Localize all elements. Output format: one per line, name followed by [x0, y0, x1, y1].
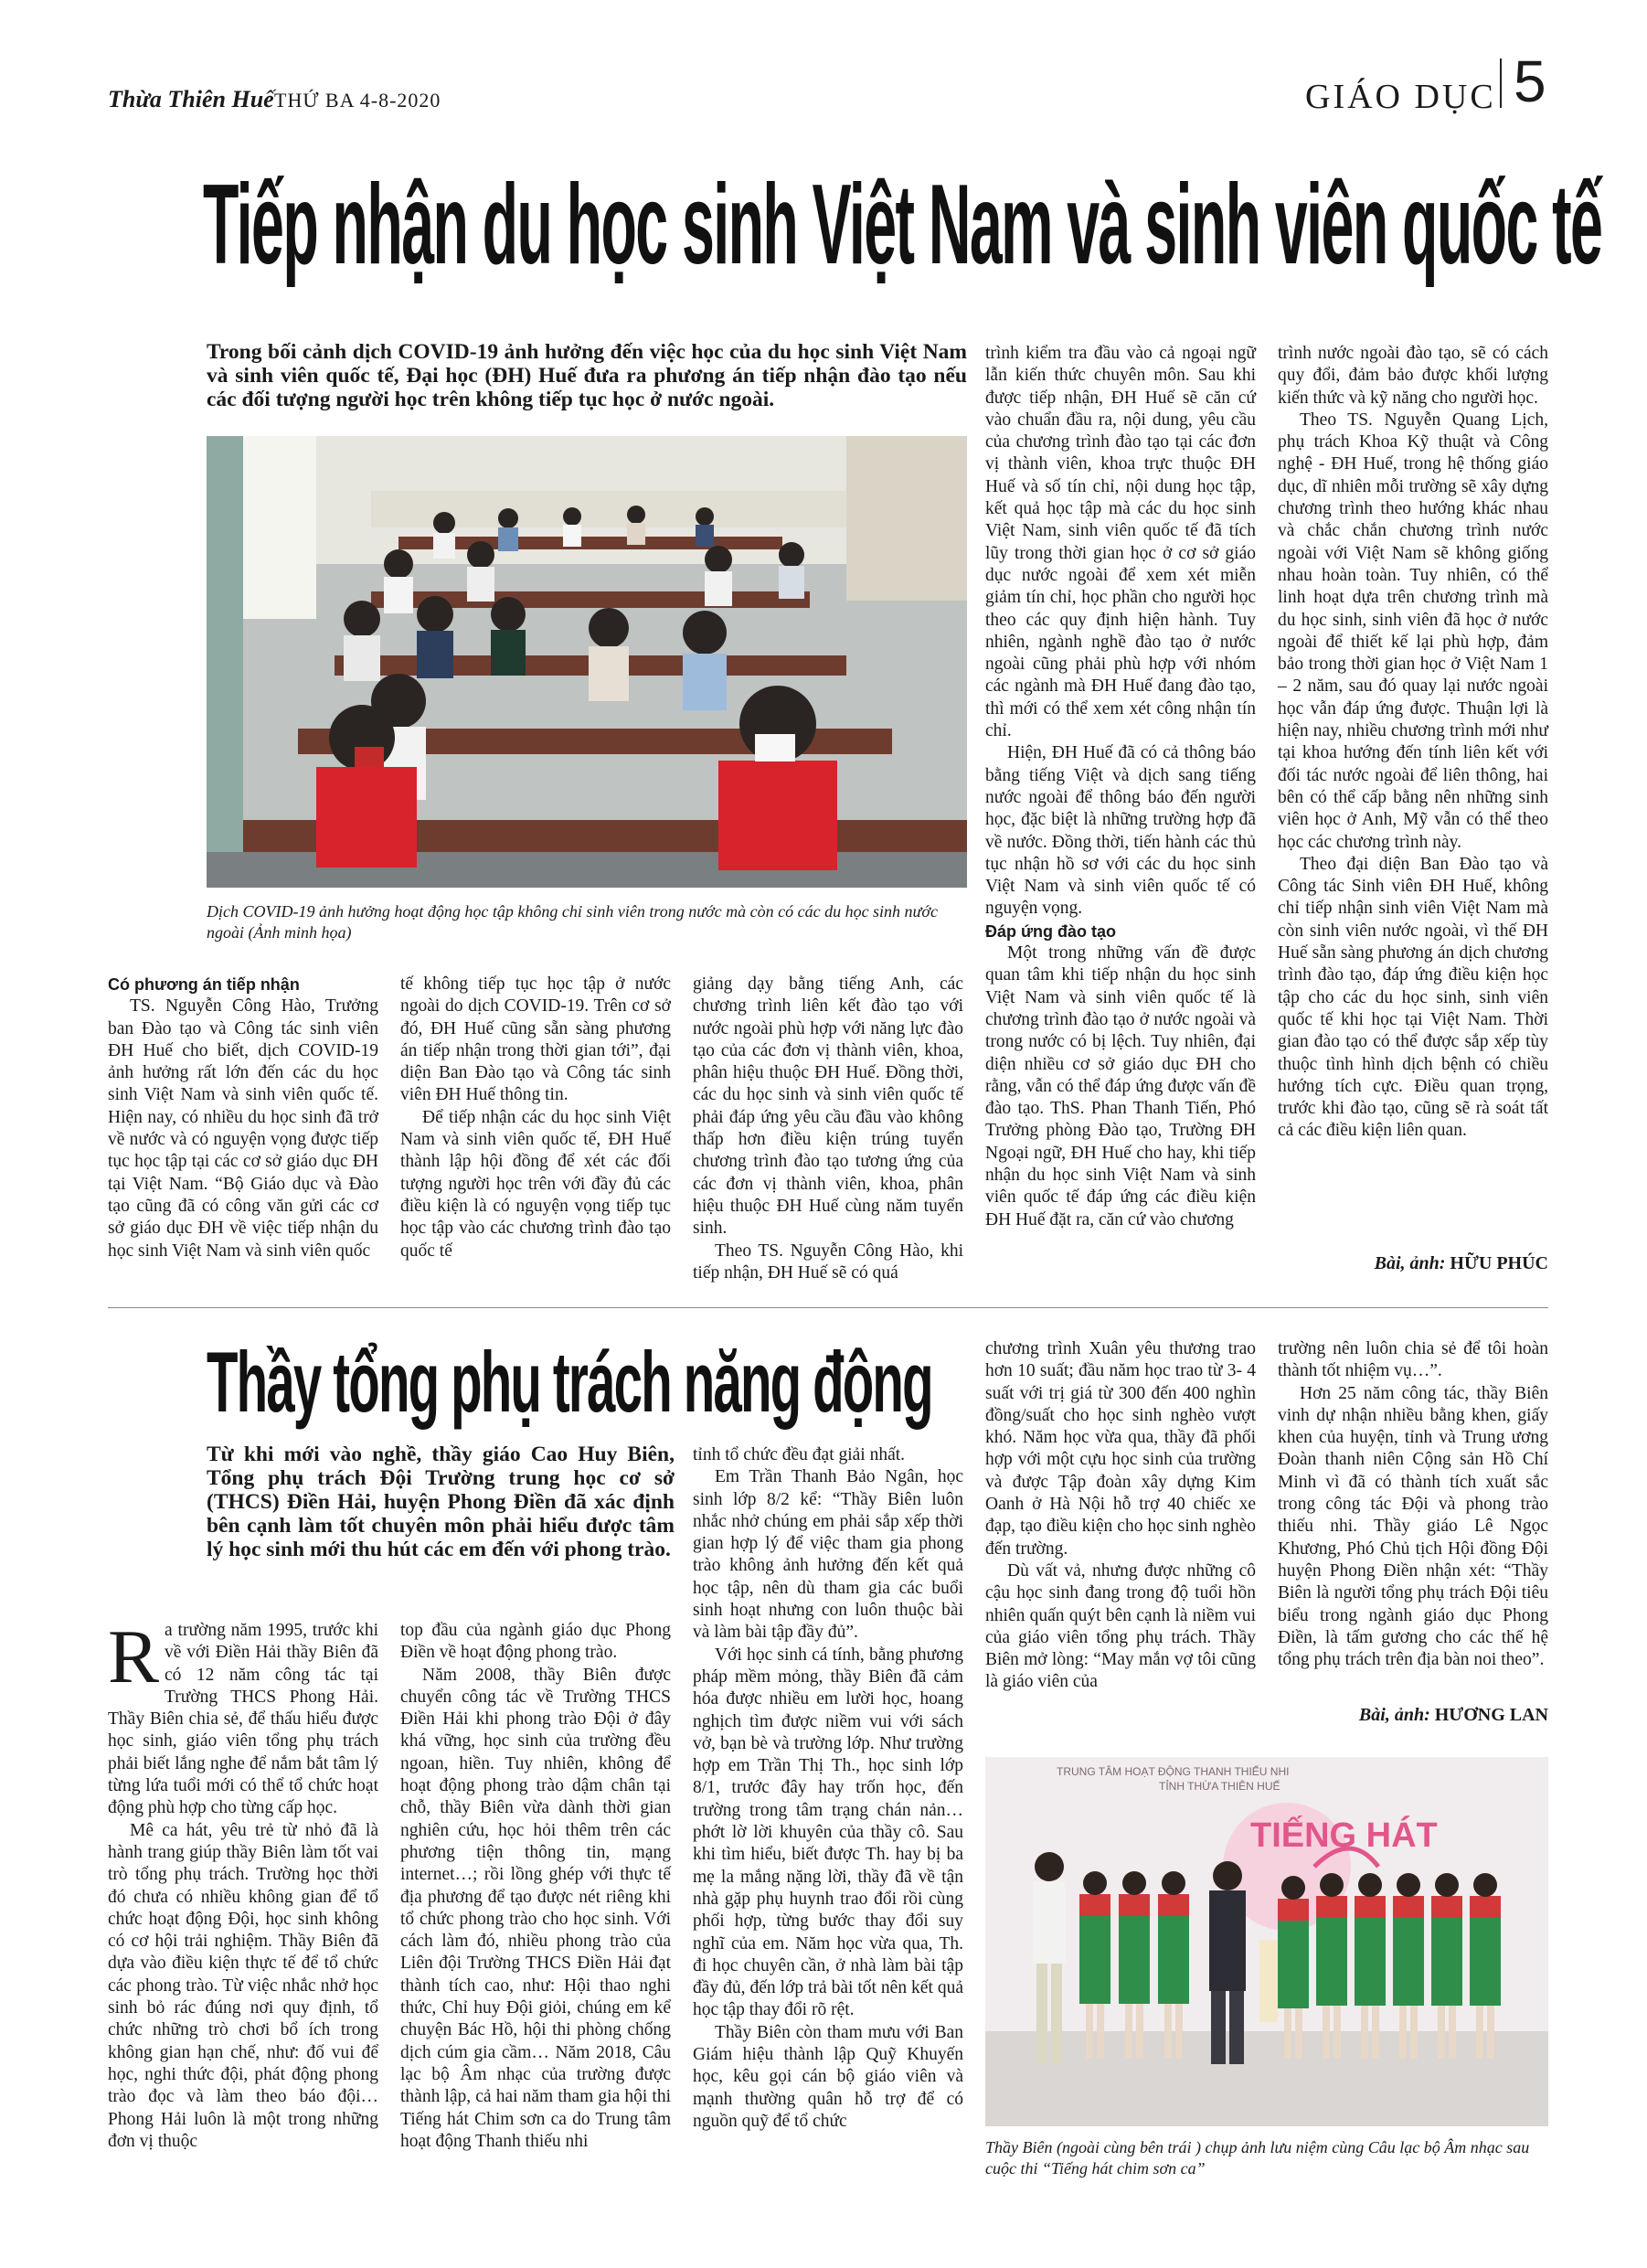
article2-column-4	[985, 1338, 1256, 1694]
article1-subhead-2: Đáp ứng đào tạo	[985, 921, 1117, 941]
article1-lead: Trong bối cảnh dịch COVID-19 ảnh hưởng đến việc học của du học sinh Việt Nam và sinh viên quốc tế, Đại học (ĐH) Huế đưa ra phương án tiếp nhận đào tạo nếu các đối tượng người học trên không tiếp tục học ở nước ngoài.	[207, 340, 967, 411]
masthead-divider	[1500, 59, 1502, 108]
article1-byline-name: HỮU PHÚC	[1450, 1253, 1548, 1273]
article1-paragraph: tế không tiếp tục học tập ở nước ngoài do dịch COVID-19. Trên cơ sở đó, ĐH Huế cũng sẵn sàng phương án tiếp nhận trong thời gian tới”, đại diện Ban Đào tạo và Công tác sinh viên ĐH Huế thông tin.	[400, 974, 671, 1105]
article2-paragraph: Dù vất vả, nhưng được những cô cậu học sinh đang trong độ tuổi hồn nhiên quấn quýt bên cạnh là niềm vui của giáo viên tổng phụ trách. Thầy Biên mở lòng: “May mắn vợ tôi cũng là giáo viên của	[985, 1560, 1256, 1692]
article2-byline-prefix: Bài, ảnh:	[1358, 1705, 1430, 1725]
music-club-photo	[985, 1757, 1548, 2126]
article2-paragraph: trường nên luôn chia sẻ để tôi hoàn thành tốt nhiệm vụ…”.	[1278, 1339, 1548, 1381]
article2-dropcap: R	[108, 1614, 160, 1699]
article1-byline-prefix: Bài, ảnh:	[1374, 1253, 1446, 1273]
article2-column-2	[400, 1620, 671, 2153]
article2-paragraph: Hơn 25 năm công tác, thầy Biên vinh dự nhận nhiều bằng khen, giấy khen của huyện, tỉnh và Trung ương Đoàn thanh niên Cộng sản Hồ Chí Minh vì đã có thành tích xuất sắc trong công tác Đội và phong trào thiếu nhi. Thầy giáo Lê Ngọc Khương, Phó Chủ tịch Hội đồng Đội huyện Phong Điền nhận xét: “Thầy Biên là người tổng phụ trách Đội tiêu biểu trong ngành giáo dục Phong Điền, là tấm gương cho các thế hệ tổng phụ trách trên địa bàn noi theo”.	[1278, 1383, 1548, 1670]
article2-paragraph: Thầy Biên còn tham mưu với Ban Giám hiệu thành lập Quỹ Khuyến học, kêu gọi cán bộ giáo viên và mạnh thường quân hỗ trợ để có nguồn quỹ để tổ chức	[693, 2022, 963, 2131]
article2-paragraph: top đầu của ngành giáo dục Phong Điền về hoạt động phong trào.	[400, 1621, 671, 1663]
article1-paragraph: trình kiểm tra đầu vào cả ngoại ngữ lẫn kiến thức chuyên môn. Sau khi được tiếp nhận, ĐH Huế sẽ căn cứ vào chuẩn đầu ra, nội dung, yêu cầu của chương trình đào tạo tại các đơn vị thành viên, khoa trực thuộc ĐH Huế và số tín chỉ, nội dung học tập, kết quả học tập mà các du học sinh Việt Nam, sinh viên quốc tế đã tích lũy trong thời gian học ở cơ sở giáo dục nước ngoài để xem xét miễn giảm tín chỉ, học phần cho người học theo các quy định hiện hành. Tuy nhiên, ngành nghề đào tạo ở nước ngoài cũng phải phù hợp với nhóm các ngành mà ĐH Huế đang đào tạo, thì mới có thể xem xét công nhận tín chỉ.	[985, 344, 1256, 741]
photo-sign-text: TIẾNG HÁT	[1250, 1816, 1438, 1855]
photo-banner-line1: TRUNG TÂM HOẠT ĐỘNG THANH THIẾU NHI	[1057, 1765, 1290, 1778]
article1-column-3	[693, 974, 963, 1284]
article2-paragraph: tỉnh tổ chức đều đạt giải nhất.	[693, 1445, 906, 1464]
article1-paragraph: Theo TS. Nguyễn Công Hào, khi tiếp nhận, ĐH Huế sẽ có quá	[693, 1240, 963, 1283]
article1-photo	[207, 436, 967, 888]
article2-column-3	[693, 1444, 963, 2133]
article2-photo-caption: Thầy Biên (ngoài cùng bên trái ) chụp ảnh lưu niệm cùng Câu lạc bộ Âm nhạc sau cuộc thi “Tiếng hát chim sơn ca”	[985, 2138, 1530, 2177]
article1-paragraph: Hiện, ĐH Huế đã có cả thông báo bằng tiếng Việt và dịch sang tiếng nước ngoài để thông báo đến người học, đặc biệt là những trường hợp đã về nước. Đồng thời, tiến hành các thủ tục nhận hồ sơ với các du học sinh Việt Nam và sinh viên quốc tế có nguyện vọng.	[985, 743, 1256, 919]
article2-paragraph: Năm 2008, thầy Biên được chuyển công tác về Trường THCS Điền Hải khi phong trào Đội ở đây khá vững, học sinh của trường đều ngoan, hiền. Tuy nhiên, không để hoạt động phong trào dậm chân tại chỗ, thầy Biên vừa dành thời gian nghiên cứu, học hỏi thêm trên các phương tiện thông tin, mạng internet…; rồi lồng ghép với thực tế địa phương để tạo được nét riêng khi tổ chức phong trào cho học sinh. Với cách làm đó, nhiều phong trào của Liên đội Trường THCS Điền Hải đạt thành tích cao, như: Hội thao nghi thức, Chỉ huy Đội giỏi, chúng em kể chuyện Bác Hồ, hội thi phòng chống dịch cúm gia cầm… Năm 2018, Câu lạc bộ Âm nhạc của trường được thành lập, cả hai năm tham gia hội thi Tiếng hát Chim sơn ca do Trung tâm hoạt động Thanh thiếu nhi	[400, 1665, 671, 2151]
article2-paragraph: Mê ca hát, yêu trẻ từ nhỏ đã là hành trang giúp thầy Biên làm tốt vai trò tổng phụ trách. Trường học thời đó chưa có nhiều không gian để tổ chức hoạt động Đội, học sinh không có cơ hội trải nghiệm. Thầy Biên đã dựa vào điều kiện thực tế để tổ chức các phong trào. Từ việc nhắc nhở học sinh bỏ rác đúng nơi quy định, tổ chức những trò chơi bổ ích trong không gian hạn chế, như: đố vui để học, nghi thức đội, phát động phong trào đọc và làm theo báo đội… Phong Hải luôn là một trong những đơn vị thuộc	[108, 1820, 378, 2151]
article1-paragraph: Theo đại diện Ban Đào tạo và Công tác Sinh viên ĐH Huế, không chỉ tiếp nhận sinh viên Việt Nam mà còn sinh viên nước ngoài, vì thế ĐH Huế sẵn sàng phương án dịch chương trình đào tạo, đáp ứng điều kiện học tập cho các du học sinh, sinh viên quốc tế khi học tại Việt Nam. Thời gian đào tạo có thể được sắp xếp tùy thuộc tình hình dịch bệnh có chiều hướng tích cực. Điều quan trọng, trước khi đào tạo, cũng sẽ rà soát tất cả các điều kiện liên quan.	[1278, 854, 1548, 1141]
page-number: 5	[1514, 48, 1546, 114]
article2-paragraph: Với học sinh cá tính, bằng phương pháp mềm mỏng, thầy Biên đã cảm hóa được nhiều em lười học, hoang nghịch tìm được niềm vui với sách vở, bạn bè và trường lớp. Như trường hợp em Trần Thị Th., học sinh lớp 8/1, trước đây hay trốn học, đến trường trong tâm trạng chán nản… phớt lờ lời khuyên của thầy cô. Sau khi tìm hiểu, biết được Th. hay bị ba mẹ la mắng nặng lời, thầy đã về tận nhà gặp phụ huynh trao đổi rồi cùng phối hợp, từng bước thay đổi suy nghĩ của em. Năm học vừa qua, Th. đi học chuyên cần, ở nhà làm bài tập đầy đủ, đến lớp trả bài tốt nên kết quả học tập thay đổi rõ rệt.	[693, 1645, 963, 2020]
article2-column-1	[108, 1614, 378, 2153]
article2-column-5	[1278, 1338, 1548, 1671]
article2-photo	[985, 1757, 1548, 2126]
article1-subhead-1: Có phương án tiếp nhận	[108, 975, 300, 994]
issue-date: THỨ BA 4-8-2020	[274, 89, 441, 112]
article1-paragraph: trình nước ngoài đào tạo, sẽ có cách quy đổi, đảm bảo được khối lượng kiến thức và kỹ năng cho người học.	[1278, 344, 1548, 408]
article2-headline: Thầy tổng phụ trách năng động	[207, 1334, 932, 1430]
section-title: GIÁO DỤC	[1305, 78, 1496, 116]
article1-column-5	[1278, 343, 1548, 1143]
article2-paragraph: Em Trần Thanh Bảo Ngân, học sinh lớp 8/2 kể: “Thầy Biên luôn nhắc nhở chúng em phải sắp xếp thời gian hợp lý để việc tham gia phong trào không ảnh hưởng đến kết quả học tập, nên dù tham gia các buổi sinh hoạt nhưng con luôn thuộc bài và làm bài tập đầy đủ”.	[693, 1467, 963, 1643]
photo-banner-line2: TỈNH THỪA THIÊN HUẾ	[1159, 1780, 1280, 1793]
article1-photo-caption: Dịch COVID-19 ảnh hưởng hoạt động học tập không chỉ sinh viên trong nước mà còn có các du học sinh nước ngoài (Ảnh minh họa)	[207, 902, 938, 942]
article1-column-4	[985, 343, 1256, 1231]
article-separator	[108, 1307, 1548, 1308]
classroom-photo	[207, 436, 967, 888]
paper-name: Thừa Thiên Huế	[108, 86, 274, 112]
article1-headline: Tiếp nhận du học sinh Việt Nam và sinh viên quốc tế	[203, 162, 1602, 288]
article1-paragraph: TS. Nguyễn Công Hào, Trưởng ban Đào tạo và Công tác sinh viên ĐH Huế cho biết, dịch COVID-19 ảnh hưởng rất lớn đến các du học sinh Việt Nam và sinh viên quốc tế. Hiện nay, có nhiều du học sinh đã trở về nước và có nguyện vọng được tiếp tục học tập tại các cơ sở giáo dục ĐH tại Việt Nam. “Bộ Giáo dục và Đào tạo cũng đã có công văn gửi các cơ sở giáo dục ĐH về việc tiếp nhận du học sinh Việt Nam và sinh viên quốc	[108, 996, 378, 1261]
article1-paragraph: giảng dạy bằng tiếng Anh, các chương trình liên kết đào tạo với nước ngoài phù hợp với năng lực đào tạo của các đơn vị thành viên, khoa, phân hiệu thuộc ĐH Huế. Đồng thời, các du học sinh và sinh viên quốc tế phải đáp ứng yêu cầu đầu vào không thấp hơn điều kiện trúng tuyển chương trình đào tạo tương ứng của các đơn vị thành viên, khoa, phân hiệu thuộc ĐH Huế cùng năm tuyển sinh.	[693, 974, 963, 1239]
article1-byline	[1278, 1253, 1548, 1274]
article2-paragraph: chương trình Xuân yêu thương trao hơn 10 suất; đầu năm học trao từ 3- 4 suất với trị giá từ 300 đến 400 nghìn đồng/suất cho học sinh nghèo vượt khó. Năm học vừa qua, thầy đã phối hợp với một cựu học sinh của trường và được Tập đoàn xây dựng Kim Oanh ở Hà Nội hỗ trợ 40 chiếc xe đạp, tạo điều kiện cho học sinh nghèo đến trường.	[985, 1339, 1256, 1559]
article2-lead: Từ khi mới vào nghề, thầy giáo Cao Huy Biên, Tổng phụ trách Đội Trường trung học cơ sở (THCS) Điền Hải, huyện Phong Điền đã xác định bên cạnh làm tốt chuyên môn phải hiểu được tâm lý học sinh mới thu hút các em đến với phong trào.	[207, 1443, 675, 1561]
article2-byline	[1278, 1705, 1548, 1726]
article1-paragraph: Để tiếp nhận các du học sinh Việt Nam và sinh viên quốc tế, ĐH Huế thành lập hội đồng để xét các đối tượng người học trên với đầy đủ các điều kiện là có nguyện vọng tiếp tục học tập vào các chương trình đào tạo quốc tế	[400, 1107, 671, 1261]
article2-byline-name: HƯƠNG LAN	[1434, 1705, 1548, 1725]
article2-paragraph: a trường năm 1995, trước khi về với Điền Hải thầy Biên đã có 12 năm công tác tại Trường THCS Phong Hải. Thầy Biên chia sẻ, để thấu hiểu được học sinh, giáo viên tổng phụ trách phải biết lắng nghe để nắm bắt tâm lý từng lứa tuổi mới có thể tổ chức hoạt động phù hợp cho từng cấp học.	[108, 1621, 378, 1818]
article1-column-2	[400, 974, 671, 1262]
article1-paragraph: Một trong những vấn đề được quan tâm khi tiếp nhận du học sinh Việt Nam và sinh viên quốc tế là chương trình đào tạo ở nước ngoài và trong nước có bị lệch. Tuy nhiên, đại diện nhiều cơ sở giáo dục ĐH cho rằng, vẫn có thể đáp ứng được vấn đề đào tạo. ThS. Phan Thanh Tiến, Phó Trưởng phòng Đào tạo, Trường ĐH Ngoại ngữ, ĐH Huế cho hay, khi tiếp nhận du học sinh Việt Nam và sinh viên quốc tế đáp ứng các điều kiện ĐH Huế đặt ra, căn cứ vào chương	[985, 943, 1256, 1230]
article1-column-1	[108, 974, 378, 1262]
article1-paragraph: Theo TS. Nguyễn Quang Lịch, phụ trách Khoa Kỹ thuật và Công nghệ - ĐH Huế, trong hệ thống giáo dục, dĩ nhiên mỗi trường sẽ xây dựng chương trình theo hướng khác nhau và chắc chắn chương trình nước ngoài với Việt Nam sẽ không giống nhau hoàn toàn. Tuy nhiên, có thể linh hoạt dựa trên chương trình mà du học sinh, sinh viên đã học ở nước ngoài để thiết kế lại phù hợp, đảm bảo trong thời gian học ở Việt Nam 1 – 2 năm, sau đó quay lại nước ngoài học vẫn đáp ứng được. Thuận lợi là hiện nay, nhiều chương trình mới như tại khoa hướng đến tính liên kết với đối tác nước ngoài để liên thông, hai bên có thể cấp bằng nên những sinh viên học ở Anh, Mỹ vẫn có thể theo học các chương trình này.	[1278, 410, 1548, 852]
